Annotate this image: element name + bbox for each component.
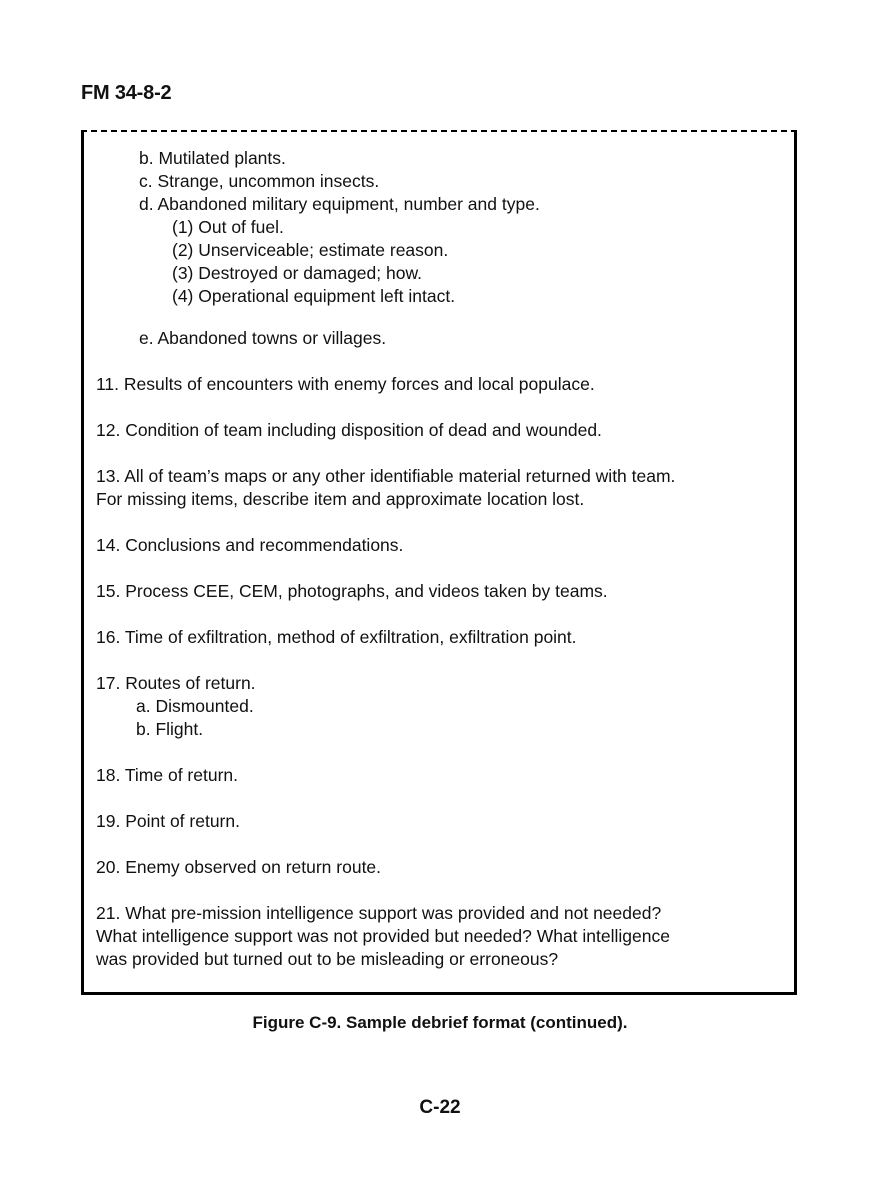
list-item: What intelligence support was not provided but needed? What intelligence <box>96 926 670 946</box>
list-item: (4) Operational equipment left intact. <box>172 286 456 306</box>
list-item: 13. All of team’s maps or any other identifiable material returned with team. <box>96 466 676 486</box>
list-item: (1) Out of fuel. <box>172 217 284 237</box>
figure-caption: Figure C-9. Sample debrief format (continued). <box>252 1013 628 1032</box>
list-item: was provided but turned out to be misleading or erroneous? <box>96 949 559 969</box>
page-number: C-22 <box>419 1097 461 1118</box>
list-item: 14. Conclusions and recommendations. <box>96 535 404 555</box>
list-item: 19. Point of return. <box>96 811 240 831</box>
list-item: 11. Results of encounters with enemy forces and local populace. <box>96 374 595 394</box>
list-item: 15. Process CEE, CEM, photographs, and videos taken by teams. <box>96 581 608 601</box>
list-item: (2) Unserviceable; estimate reason. <box>172 240 449 260</box>
list-item: b. Flight. <box>136 719 204 739</box>
list-item: 17. Routes of return. <box>96 673 256 693</box>
debrief-format-box <box>81 130 797 995</box>
document-id-header: FM 34-8-2 <box>81 82 172 104</box>
list-item: 20. Enemy observed on return route. <box>96 857 382 877</box>
list-item: e. Abandoned towns or villages. <box>139 328 387 348</box>
list-item: For missing items, describe item and approximate location lost. <box>96 489 585 509</box>
list-item: 16. Time of exfiltration, method of exfiltration, exfiltration point. <box>96 627 577 647</box>
list-item: a. Dismounted. <box>136 696 254 716</box>
list-item: c. Strange, uncommon insects. <box>139 171 380 191</box>
list-item: (3) Destroyed or damaged; how. <box>172 263 422 283</box>
list-item: b. Mutilated plants. <box>139 148 286 168</box>
list-item: d. Abandoned military equipment, number and type. <box>139 194 540 214</box>
list-item: 12. Condition of team including disposition of dead and wounded. <box>96 420 602 440</box>
list-item: 21. What pre-mission intelligence support was provided and not needed? <box>96 903 662 923</box>
list-item: 18. Time of return. <box>96 765 239 785</box>
